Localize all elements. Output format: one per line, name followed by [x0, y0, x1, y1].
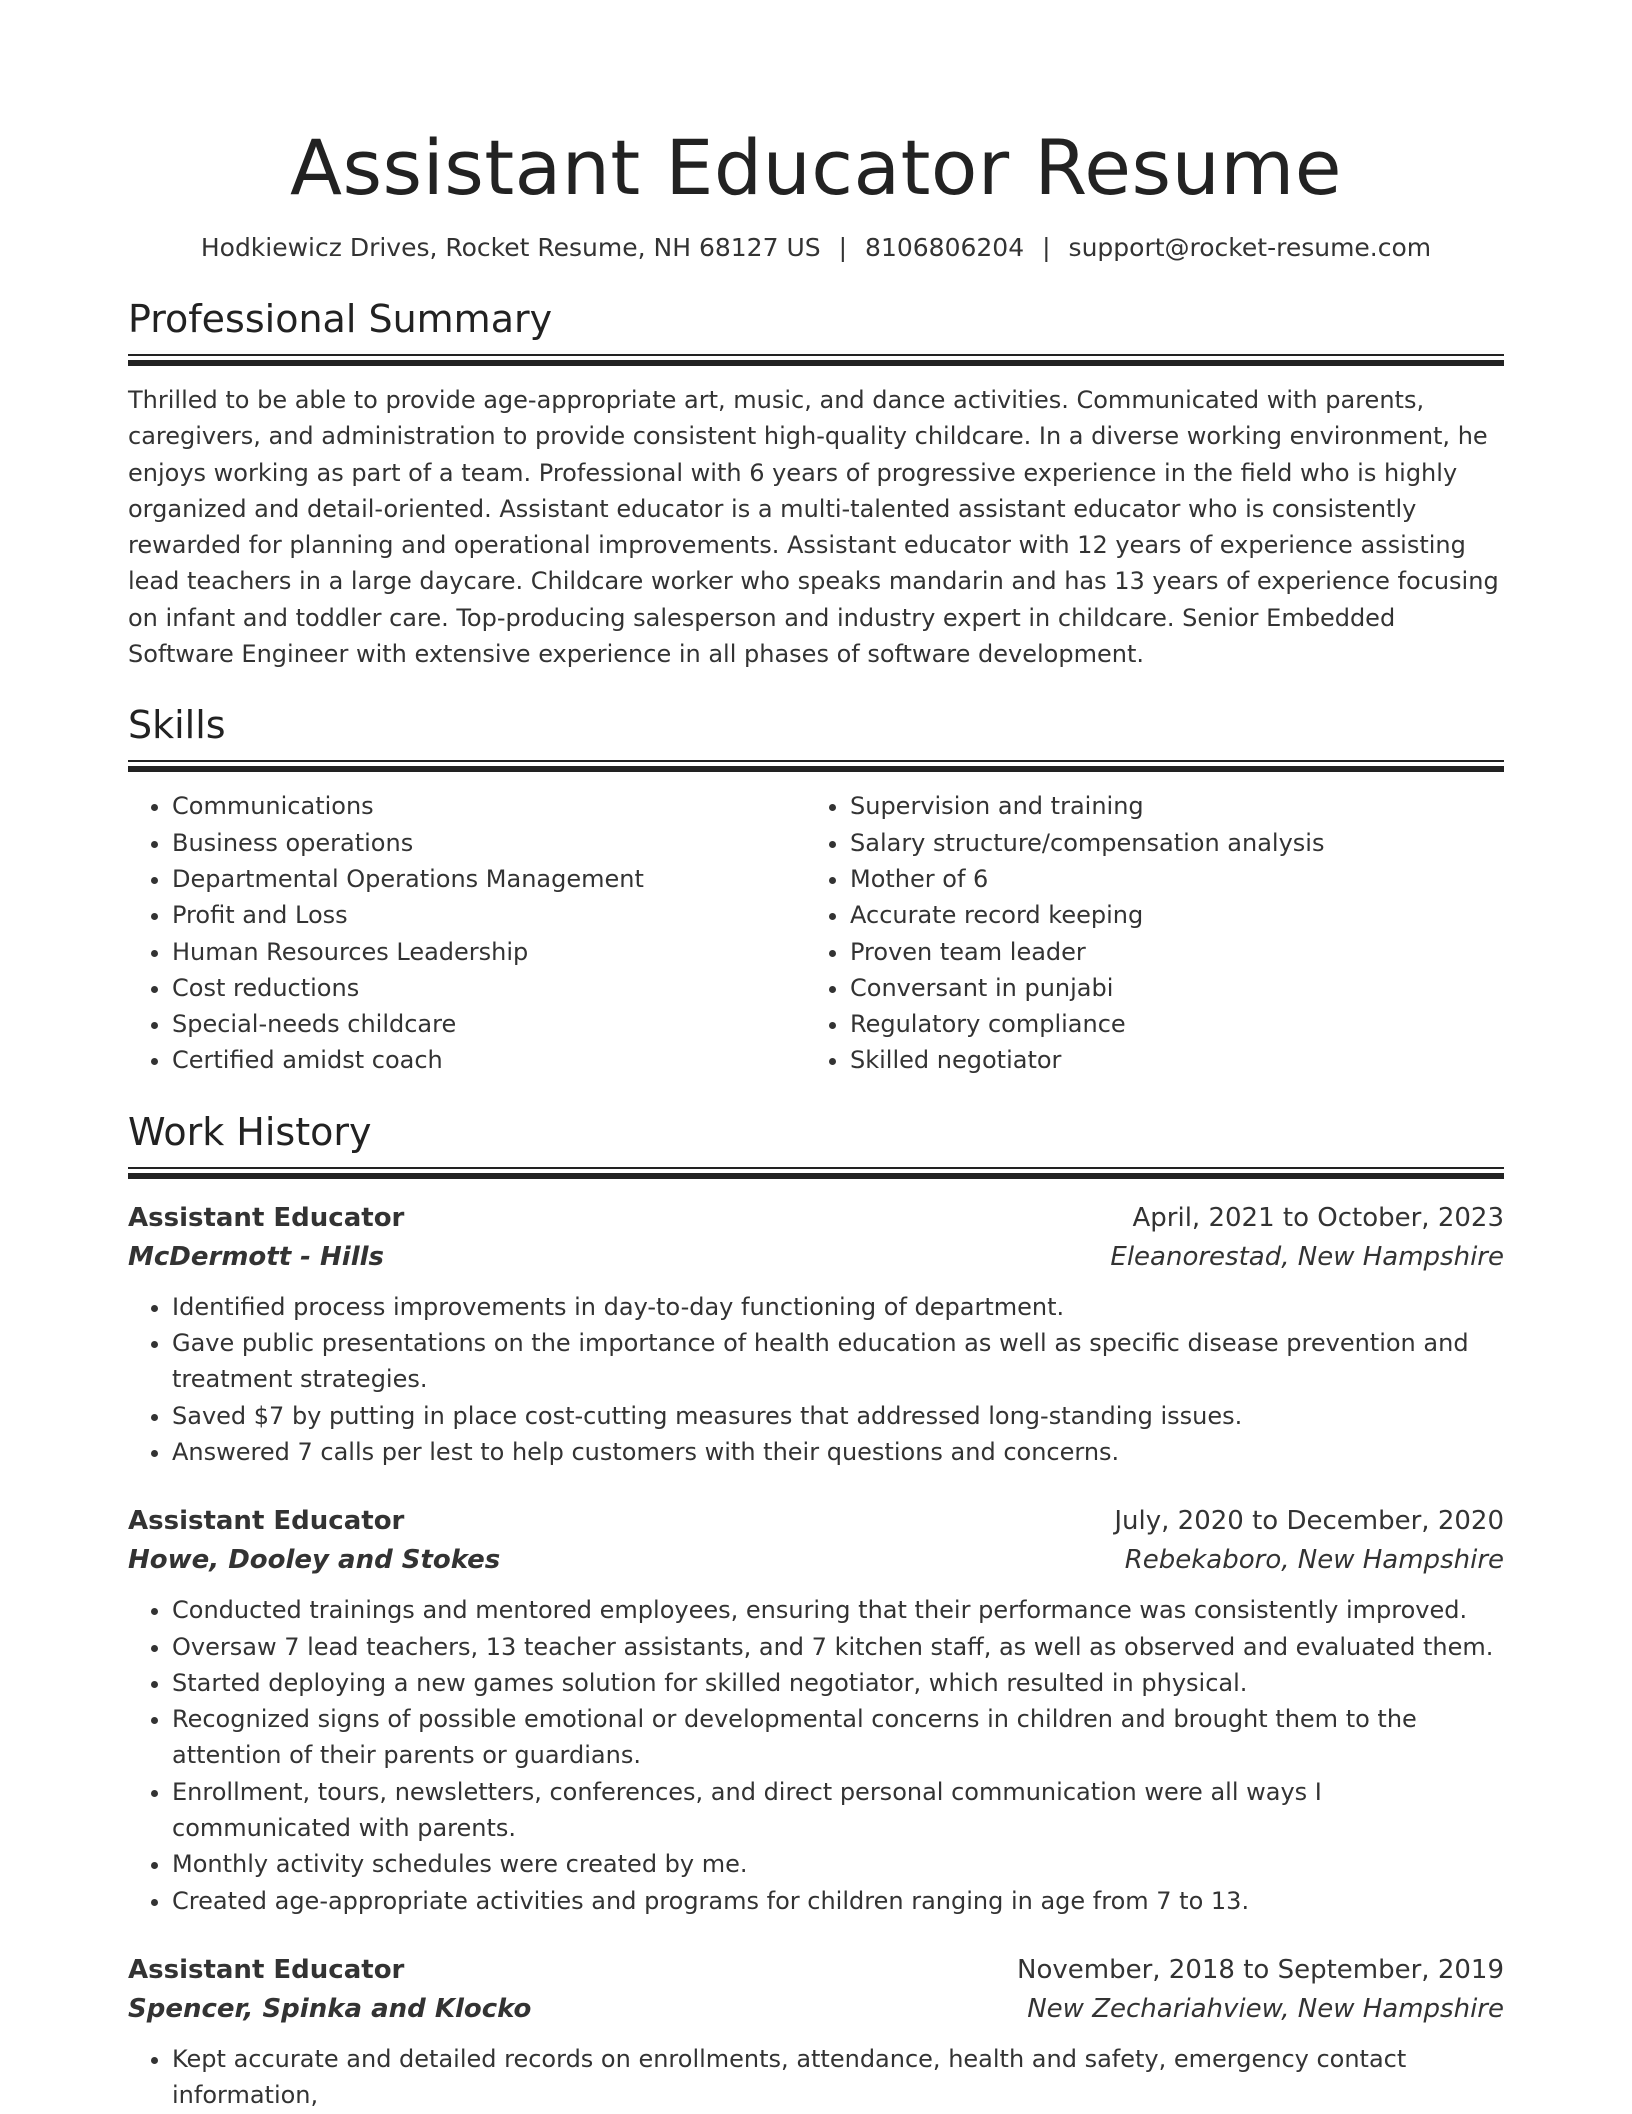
- skill-item: • Proven team leader: [850, 934, 1484, 970]
- job-dates: April, 2021 to October, 2023: [1132, 1202, 1504, 1233]
- contact-separator: |: [838, 233, 848, 262]
- job-title: Assistant Educator: [128, 1202, 405, 1233]
- job-entry: [128, 1951, 1504, 2114]
- skill-item: • Certified amidst coach: [172, 1042, 806, 1078]
- skills-heading: Skills: [128, 703, 226, 748]
- resume-page: [128, 0, 1504, 2114]
- contact-phone: 8106806204: [865, 233, 1025, 262]
- job-bullet: • Saved $7 by putting in place cost-cutting measures that addressed long-standing issues.: [172, 1398, 1504, 1434]
- job-company: Spencer, Spinka and Klocko: [128, 1993, 532, 2024]
- work-heading: Work History: [128, 1109, 372, 1154]
- skill-item: • Regulatory compliance: [850, 1006, 1484, 1042]
- job-entry: [128, 1502, 1504, 1919]
- resume-title: Assistant Educator Resume: [289, 123, 1343, 212]
- work-section: [128, 1107, 1504, 2114]
- job-title: Assistant Educator: [128, 1954, 405, 1985]
- summary-heading: Professional Summary: [128, 297, 553, 341]
- job-bullet: • Oversaw 7 lead teachers, 13 teacher assistants, and 7 kitchen staff, as well as observed and evaluated them.: [172, 1629, 1504, 1665]
- job-dates: July, 2020 to December, 2020: [1114, 1506, 1504, 1537]
- job-bullet: • Started deploying a new games solution for skilled negotiator, which resulted in physical.: [172, 1665, 1504, 1701]
- skill-item: • Salary structure/compensation analysis: [850, 825, 1484, 861]
- job-company: McDermott - Hills: [128, 1241, 385, 1272]
- summary-text: Thrilled to be able to provide age-appropriate art, music, and dance activities. Communicated with parents, caregivers, and administration to provide consistent high-quality childcare. In a diverse working environment, he enjoys working as part of a team. Professional with 6 years of progressive experience in the field who is highly organized and detail-oriented. Assistant educator is a multi-talented assistant educator who is consistently rewarded for planning and operational improvements. Assistant educator with 12 years of experience assisting lead teachers in a large daycare. Childcare worker who speaks mandarin and has 13 years of experience focusing on infant and toddler care. Top-producing salesperson and industry expert in childcare. Senior Embedded Software Engineer with extensive experience in all phases of software development.: [128, 386, 1499, 669]
- job-bullet: • Identified process improvements in day-to-day functioning of department.: [172, 1289, 1504, 1325]
- job-bullet: • Monthly activity schedules were created by me.: [172, 1846, 1504, 1882]
- skill-item: • Business operations: [172, 825, 806, 861]
- contact-separator: |: [1042, 233, 1051, 262]
- skills-list-right: [806, 788, 1484, 1078]
- skill-item: • Cost reductions: [172, 970, 806, 1006]
- job-company: Howe, Dooley and Stokes: [128, 1545, 501, 1576]
- skills-columns: [128, 788, 1504, 1078]
- job-bullet: • Answered 7 calls per lest to help customers with their questions and concerns.: [172, 1434, 1504, 1470]
- skill-item: • Departmental Operations Management: [172, 861, 806, 897]
- skill-item: • Conversant in punjabi: [850, 970, 1484, 1006]
- skill-item: • Profit and Loss: [172, 897, 806, 933]
- job-location: Rebekaboro, New Hampshire: [1124, 1545, 1504, 1576]
- job-location: New Zechariahview, New Hampshire: [1027, 1993, 1504, 2024]
- section-divider: [128, 354, 1504, 368]
- skill-item: • Communications: [172, 788, 806, 824]
- skill-item: • Human Resources Leadership: [172, 934, 806, 970]
- job-bullets: [128, 2041, 1504, 2114]
- skill-item: • Supervision and training: [850, 788, 1484, 824]
- summary-section: [128, 294, 1504, 672]
- job-location: Eleanorestad, New Hampshire: [1110, 1241, 1504, 1272]
- skills-list-left: [128, 788, 806, 1078]
- skill-item: • Special-needs childcare: [172, 1006, 806, 1042]
- section-divider: [128, 1167, 1504, 1181]
- job-entry: [128, 1199, 1504, 1470]
- job-bullet: • Enrollment, tours, newsletters, conferences, and direct personal communication were all ways I communicated with parents.: [172, 1774, 1504, 1847]
- contact-line: [128, 230, 1504, 266]
- job-title: Assistant Educator: [128, 1506, 405, 1537]
- skill-item: • Skilled negotiator: [850, 1042, 1484, 1078]
- section-divider: [128, 760, 1504, 774]
- skills-section: [128, 700, 1504, 1078]
- job-bullets: [128, 1592, 1504, 1919]
- job-bullets: [128, 1289, 1504, 1470]
- job-bullet: • Gave public presentations on the importance of health education as well as specific disease prevention and treatment strategies.: [172, 1325, 1504, 1398]
- job-bullet: • Recognized signs of possible emotional or developmental concerns in children and brought them to the attention of their parents or guardians.: [172, 1701, 1504, 1774]
- contact-email: support@rocket-resume.com: [1068, 233, 1432, 262]
- skill-item: • Accurate record keeping: [850, 897, 1484, 933]
- job-bullet: • Created age-appropriate activities and programs for children ranging in age from 7 to 13.: [172, 1883, 1504, 1919]
- contact-address: Hodkiewicz Drives, Rocket Resume, NH 68127 US: [200, 233, 821, 262]
- job-bullet: • Conducted trainings and mentored employees, ensuring that their performance was consistently improved.: [172, 1592, 1504, 1628]
- skill-item: • Mother of 6: [850, 861, 1484, 897]
- job-bullet: • Kept accurate and detailed records on enrollments, attendance, health and safety, emergency contact information,: [172, 2041, 1504, 2114]
- job-dates: November, 2018 to September, 2019: [1017, 1954, 1504, 1985]
